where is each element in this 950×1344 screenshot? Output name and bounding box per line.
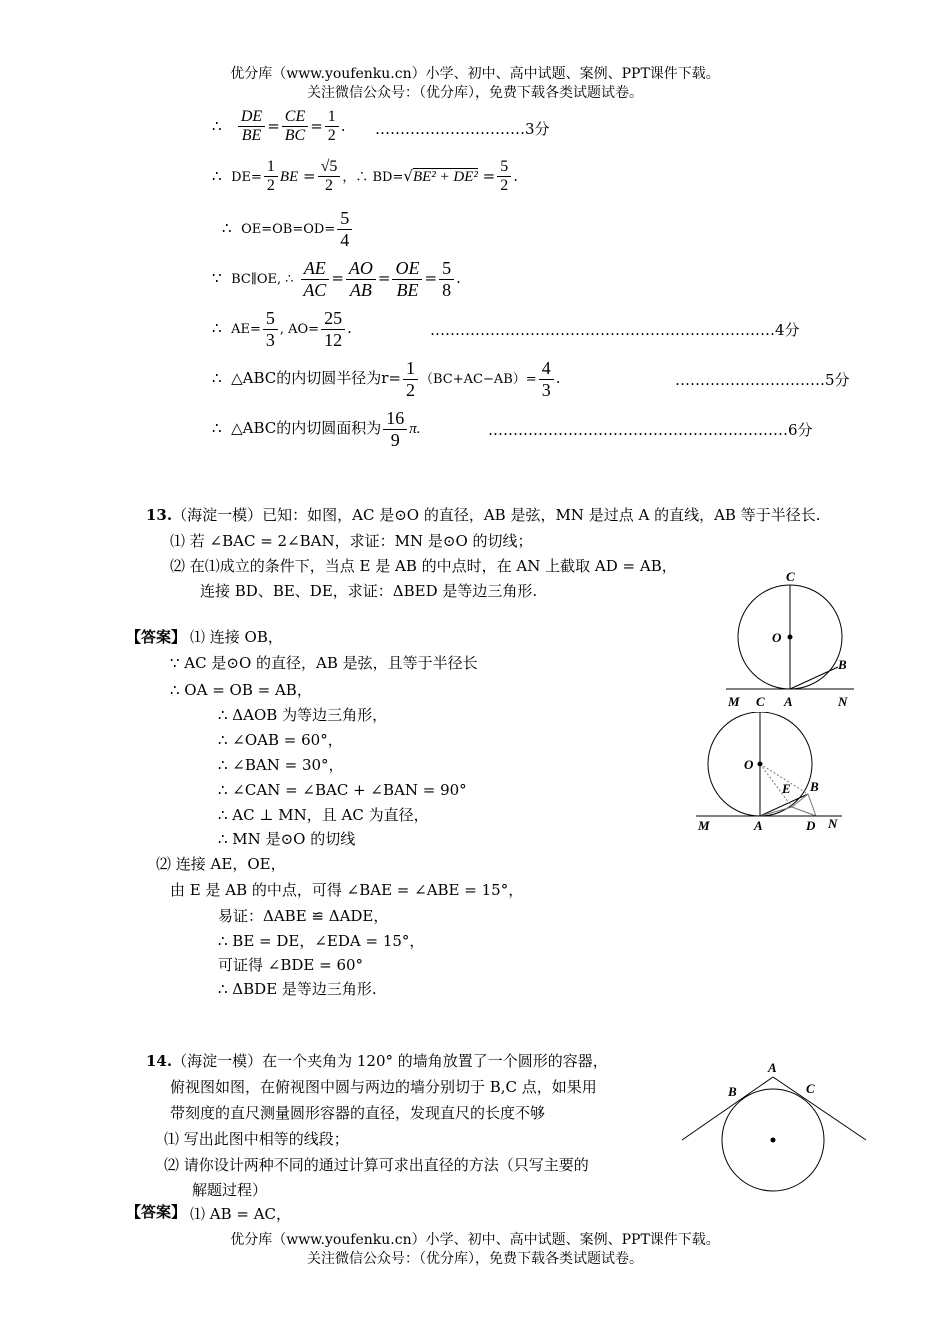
q13-fig2-label-n: N (828, 816, 838, 831)
q13-fig1-label-m: M (728, 694, 740, 709)
q13-fig1-label-c2: C (756, 694, 765, 709)
q13-answer-line-1: ⑴ 连接 OB， (190, 628, 283, 646)
q13-answer-line-12: 易证：ΔABE ≌ ΔADE， (218, 907, 389, 925)
prev-score-6: ……………………………………………………6分 (488, 421, 813, 439)
q14-label-c: C (806, 1081, 815, 1096)
footer-line-2: 关注微信公众号：（优分库），免费下载各类试题试卷。 (307, 1251, 643, 1267)
q13-fig1-label-n: N (838, 694, 848, 709)
q14-part1: ⑴ 写出此图中相等的线段； (164, 1130, 349, 1148)
q13-figure-1 (720, 566, 860, 712)
q13-answer-line-8: ∴ AC ⊥ MN，且 AC 为直径， (218, 806, 429, 824)
prev-line-7: ∴ △ABC的内切圆面积为 $\frac{16}{9}$ π. (212, 408, 421, 450)
q13-fig1-label-c: C (786, 569, 795, 584)
prev-line-4: ∵ BC∥OE, ∴ $\frac{AE}{AC}$ = $\frac{AO}{AB}$ = $\frac{OE}{BE}$ = $\frac{5}{8}$ . (212, 258, 461, 300)
q13-fig1-center-dot (788, 635, 793, 640)
prev-line-6: ∴ △ABC的内切圆半径为r= $\frac{1}{2}$ （BC+AC−AB）= $\frac{4}{3}$ . (212, 358, 561, 400)
prev-score-4: ……………………………………………………………4分 (430, 321, 800, 339)
q13-fig2-seg-bd (808, 794, 816, 816)
q13-figure-2 (692, 712, 852, 836)
q13-answer-line-14: 可证得 ∠BDE = 60° (218, 956, 364, 974)
prev-line-5: ∴ AE= $\frac{5}{3}$ , AO= $\frac{25}{12}$ . (212, 308, 352, 350)
q14-center-dot (771, 1138, 776, 1143)
q13-answer-line-3: ∴ OA = OB = AB， (170, 681, 312, 699)
prev-score-5: …………………………5分 (675, 371, 850, 389)
q14-part2: ⑵ 请你设计两种不同的通过计算可求出直径的方法（只写主要的 (164, 1156, 589, 1174)
q14-wall-right (773, 1077, 866, 1140)
q13-fig2-label-a: A (754, 818, 763, 833)
q14-part2b: 解题过程） (192, 1181, 268, 1199)
q13-stem: 13.（海淀一模）已知：如图，AC 是⊙O 的直径，AB 是弦，MN 是过点 A 的直线，AB 等于半径长. (146, 506, 821, 524)
prev-line-3: ∴ OE=OB=OD= $\frac{5}{4}$ (222, 208, 354, 250)
q14-answer-label: 【答案】 (126, 1203, 187, 1221)
q14-stem-1: 14.（海淀一模）在一个夹角为 120° 的墙角放置了一个圆形的容器， (146, 1052, 608, 1070)
q13-answer-line-2: ∵ AC 是⊙O 的直径，AB 是弦，且等于半径长 (170, 654, 478, 672)
q13-fig2-label-e: E (782, 781, 791, 796)
q13-fig2-chord-ab (760, 794, 808, 816)
q13-answer-line-9: ∴ MN 是⊙O 的切线 (218, 830, 356, 848)
footer-line-1: 优分库（www.youfenku.cn）小学、初中、高中试题、案例、PPT课件下载。 (230, 1232, 720, 1248)
q13-answer-line-11: 由 E 是 AB 的中点，可得 ∠BAE = ∠ABE = 15°， (170, 881, 524, 899)
q13-fig2-label-d: D (806, 818, 816, 833)
q14-label-a: A (768, 1060, 777, 1075)
prev-score-3: …………………………3分 (375, 120, 550, 138)
q13-part2: ⑵ 在⑴成立的条件下，当点 E 是 AB 的中点时，在 AN 上截取 AD = AB， (170, 557, 677, 575)
q13-fig1-label-b: B (838, 657, 847, 672)
prev-line-2: ∴ DE= $\frac{1}{2}$ BE = $\frac{√5}{2}$ ，∴ BD=√BE² + DE² = $\frac{5}{2}$ . (212, 158, 519, 195)
q13-answer-line-4: ∴ ΔAOB 为等边三角形， (218, 706, 388, 724)
q13-fig2-label-o: O (744, 757, 754, 772)
q13-answer-line-10: ⑵ 连接 AE，OE， (156, 855, 286, 873)
q13-answer-label: 【答案】 (126, 628, 187, 646)
q14-label-b: B (728, 1084, 737, 1099)
q13-answer-line-7: ∴ ∠CAN = ∠BAC + ∠BAN = 90° (218, 781, 467, 799)
q13-part1: ⑴ 若 ∠BAC = 2∠BAN，求证：MN 是⊙O 的切线； (170, 532, 533, 550)
q13-fig1-label-o: O (772, 630, 782, 645)
q14-figure (676, 1056, 872, 1196)
q13-fig1-chord-ab (790, 667, 838, 689)
prev-line-1: ∴ $\frac{DE}{BE}$ = $\frac{CE}{BC}$ = $\frac{1}{2}$ . (212, 108, 346, 145)
q13-fig1-label-a: A (784, 694, 793, 709)
header-line-1: 优分库（www.youfenku.cn）小学、初中、高中试题、案例、PPT课件下载。 (230, 66, 720, 82)
q14-answer-line-1: ⑴ AB = AC， (190, 1205, 292, 1223)
q13-answer-line-15: ∴ ΔBDE 是等边三角形. (218, 980, 377, 998)
q14-stem-3: 带刻度的直尺测量圆形容器的直径，发现直尺的长度不够 (170, 1104, 546, 1122)
q13-fig2-label-m: M (698, 818, 710, 833)
header-line-2: 关注微信公众号：（优分库），免费下载各类试题试卷。 (307, 85, 643, 101)
q13-fig2-center-dot (758, 762, 763, 767)
q13-answer-line-13: ∴ BE = DE，∠EDA = 15°， (218, 932, 425, 950)
q13-fig2-seg-ed (792, 807, 816, 816)
q13-answer-line-5: ∴ ∠OAB = 60°， (218, 731, 343, 749)
q13-answer-line-6: ∴ ∠BAN = 30°， (218, 756, 344, 774)
q13-part2b: 连接 BD、BE、DE，求证：ΔBED 是等边三角形. (200, 582, 538, 600)
q13-fig2-label-b: B (810, 779, 819, 794)
q14-stem-2: 俯视图如图，在俯视图中圆与两边的墙分别切于 B,C 点，如果用 (170, 1078, 597, 1096)
